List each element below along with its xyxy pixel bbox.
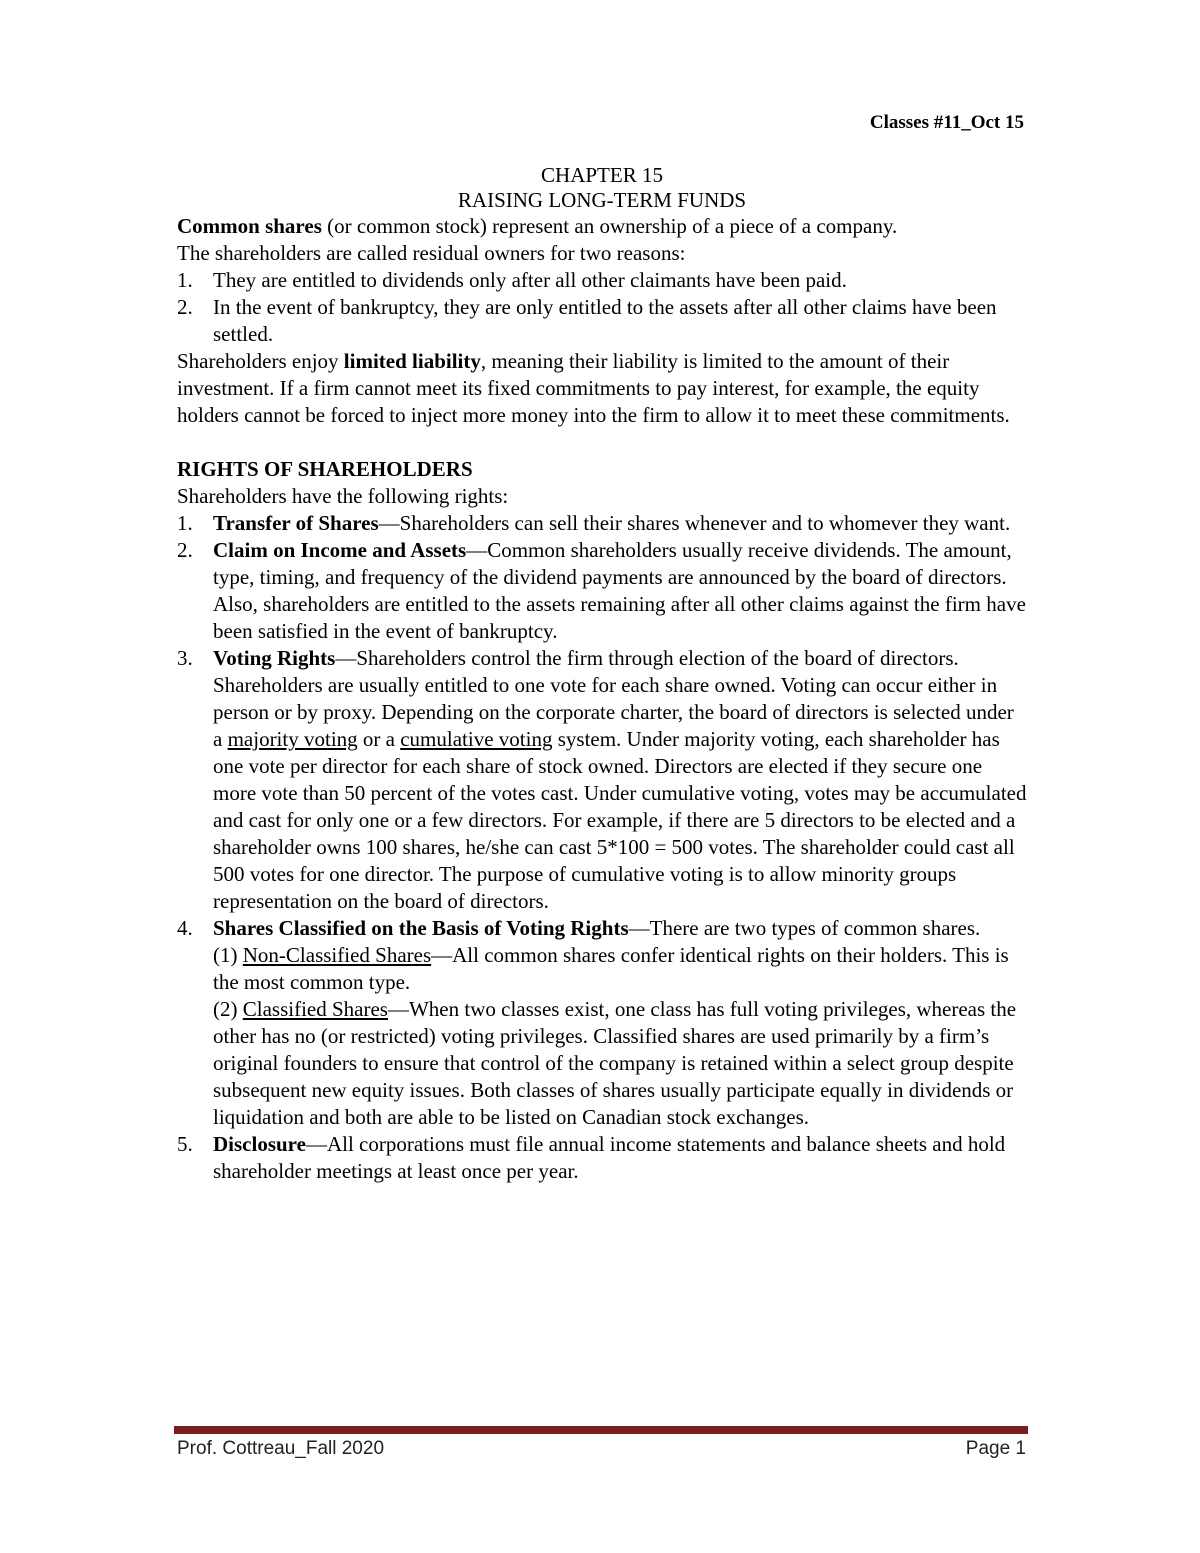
rights-list [177, 510, 1027, 1185]
right-text: system. Under majority voting, each shareholder has one vote per director for each share of stock owned. Directors are elected if they secure one more vote than 50 percent of the votes cast. Under cumulative voting, votes may be accumulated and cast for only one or a few directors. For example, if there are 5 directors to be elected and a shareholder owns 100 shares, he/she can cast 5*100 = 500 votes. The shareholder could cast all 500 votes for one director. The purpose of cumulative voting is to allow minority groups representation on the board of directors. [213, 727, 1027, 913]
list-number: 5. [177, 1132, 193, 1156]
intro-rest: (or common stock) represent an ownership of a piece of a company. [321, 214, 898, 238]
list-text: In the event of bankruptcy, they are only entitled to the assets after all other claims have been settled. [213, 295, 997, 346]
list-item [177, 267, 1027, 294]
right-text: —All corporations must file annual income statements and balance sheets and hold shareholder meetings at least once per year. [213, 1132, 1006, 1183]
right-term: Disclosure [213, 1132, 306, 1156]
list-number: 1. [177, 511, 193, 535]
list-item [177, 537, 1027, 645]
list-item [177, 294, 1027, 348]
list-item [177, 510, 1027, 537]
right-term: Claim on Income and Assets [213, 538, 467, 562]
list-number: 3. [177, 646, 193, 670]
cumulative-voting-term: cumulative voting [400, 727, 553, 751]
reasons-list [177, 267, 1027, 348]
chapter-title: CHAPTER 15 [541, 163, 663, 187]
liability-pre: Shareholders enjoy [177, 349, 344, 373]
classified-term: Classified Shares [242, 997, 388, 1021]
list-number: 2. [177, 295, 193, 319]
majority-voting-term: majority voting [227, 727, 358, 751]
right-text: —Shareholders control the firm through election of the board of directors. Shareholders are usually entitled to one vote for each share owned. Voting can occur either in person or by proxy. Depending on the corporate charter, the board of directors is selected under a [213, 646, 1014, 751]
right-term: Shares Classified on the Basis of Voting Rights [213, 916, 629, 940]
list-number: 2. [177, 538, 193, 562]
intro-paragraph [177, 213, 1027, 240]
non-classified-term: Non-Classified Shares [242, 943, 432, 967]
footer-rule [174, 1426, 1028, 1434]
rights-lead: Shareholders have the following rights: [177, 484, 509, 508]
right-term: Transfer of Shares [213, 511, 379, 535]
sub-text: —All common shares confer identical rights on their holders. This is the most common type. [213, 943, 1009, 994]
liability-post: , meaning their liability is limited to the amount of their investment. If a firm cannot meet its fixed commitments to pay interest, for example, the equity holders cannot be forced to inject more money into the firm to allow it to meet these commitments. [177, 349, 1010, 427]
right-text: —Shareholders can sell their shares whenever and to whomever they want. [378, 511, 1011, 535]
intro-term: Common shares [177, 214, 322, 238]
list-item [177, 1131, 1027, 1185]
right-term: Voting Rights [213, 646, 336, 670]
rights-heading: RIGHTS OF SHAREHOLDERS [177, 457, 473, 481]
sub-text: —When two classes exist, one class has full voting privileges, whereas the other has no (or restricted) voting privileges. Classified shares are used primarily by a firm’s original founders to ensure that control of the company is retained within a select group despite subsequent new equity issues. Both classes of shares usually participate equally in dividends or liquidation and both are able to be listed on Canadian stock exchanges. [213, 997, 1017, 1129]
list-item [177, 915, 1027, 1131]
right-text: or a [357, 727, 401, 751]
page-number: Page 1 [965, 1438, 1026, 1459]
list-number: 4. [177, 916, 193, 940]
header-note: Classes #11_Oct 15 [869, 112, 1024, 133]
liability-paragraph [177, 348, 1027, 429]
right-text: —There are two types of common shares. [628, 916, 981, 940]
list-number: 1. [177, 268, 193, 292]
chapter-subtitle: RAISING LONG-TERM FUNDS [457, 188, 747, 212]
sub-prefix: (2) [213, 997, 243, 1021]
right-text: —Common shareholders usually receive dividends. The amount, type, timing, and frequency of the dividend payments are announced by the board of directors. Also, shareholders are entitled to the assets remaining after all other claims against the firm have been satisfied in the event of bankruptcy. [213, 538, 1026, 643]
intro-line-2: The shareholders are called residual owners for two reasons: [177, 241, 686, 265]
document-body [177, 163, 1027, 1185]
footer-author: Prof. Cottreau_Fall 2020 [177, 1438, 385, 1459]
list-text: They are entitled to dividends only after all other claimants have been paid. [213, 268, 847, 292]
sub-prefix: (1) [213, 943, 243, 967]
liability-term: limited liability [343, 349, 481, 373]
list-item [177, 645, 1027, 915]
